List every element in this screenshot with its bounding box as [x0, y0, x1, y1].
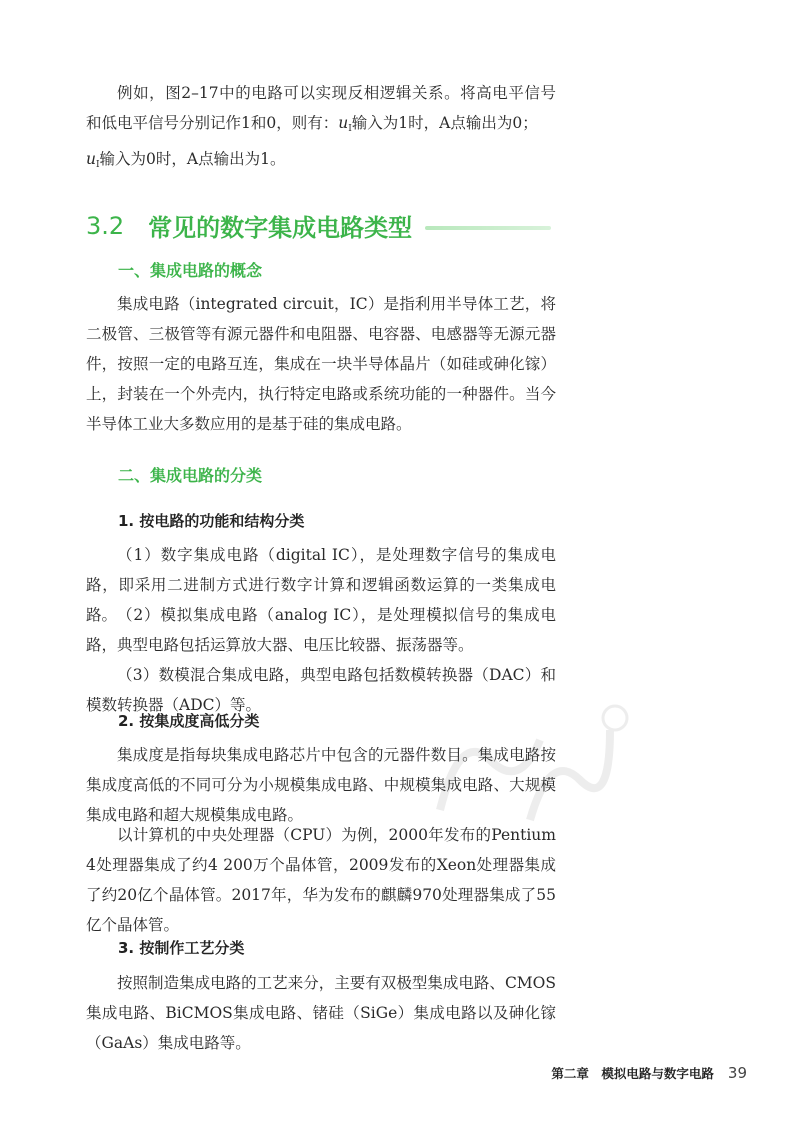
u-variable-2: u: [86, 150, 96, 168]
section-title-rule: [425, 226, 551, 230]
heading-by-function: 1. 按电路的功能和结构分类: [118, 512, 305, 530]
func-item-1: （1）数字集成电路（digital IC），是处理数字信号的集成电路，即采用二进制方式进行数字计算和逻辑函数运算的一类集成电路。: [86, 546, 556, 624]
intro-line-3b: 输入为0时，A点输出为1。: [99, 150, 286, 168]
process-paragraph: 按照制造集成电路的工艺来分，主要有双极型集成电路、CMOS集成电路、BiCMOS集成电路、锗硅（SiGe）集成电路以及砷化镓（GaAs）集成电路等。: [86, 974, 556, 1052]
func-item-2: （2）模拟集成电路（analog IC），是处理模拟信号的集成电路，典型电路包括运算放大器、电压比较器、振荡器等。: [86, 606, 556, 654]
intro-line-1: 例如，图2–17中的电路可以实现反相逻辑关系。将高电平信号: [117, 84, 556, 102]
func-item-3: （3）数模混合集成电路，典型电路包括数模转换器（DAC）和模数转换器（ADC）等。: [86, 666, 556, 714]
heading-ic-classification: 二、集成电路的分类: [118, 466, 263, 485]
intro-line-2b: 输入为1时，A点输出为0；: [351, 114, 538, 132]
heading-by-process: 3. 按制作工艺分类: [118, 939, 245, 957]
heading-ic-concept: 一、集成电路的概念: [118, 261, 263, 280]
scale-paragraph-2: 以计算机的中央处理器（CPU）为例，2000年发布的Pentium 4处理器集成了约4 200万个晶体管，2009发布的Xeon处理器集成了约20亿个晶体管。2017年，华为发布的麒麟970处理器集成了55亿个晶体管。: [86, 826, 556, 934]
page-footer: [551, 1064, 747, 1082]
heading-by-scale: 2. 按集成度高低分类: [118, 712, 260, 730]
section-number: 3.2: [86, 211, 125, 240]
u-subscript-2: I: [95, 160, 100, 170]
u-subscript: I: [348, 124, 352, 134]
section-title-text: 常见的数字集成电路类型: [148, 214, 413, 242]
scale-paragraph-1: 集成度是指每块集成电路芯片中包含的元器件数目。集成电路按集成度高低的不同可分为小规模集成电路、中规模集成电路、大规模集成电路和超大规模集成电路。: [86, 746, 556, 824]
u-variable: u: [338, 114, 349, 132]
intro-paragraph: [86, 78, 556, 180]
section-title: [86, 208, 412, 243]
intro-line-2a: 和低电平信号分别记作1和0，则有：: [86, 114, 339, 132]
page-number: 39: [727, 1064, 747, 1082]
footer-chapter: 第二章 模拟电路与数字电路: [551, 1066, 714, 1081]
concept-paragraph: 集成电路（integrated circuit，IC）是指利用半导体工艺，将二极管、三极管等有源元器件和电阻器、电容器、电感器等无源元器件，按照一定的电路互连，集成在一块半导体晶片（如硅或砷化镓）上，封装在一个外壳内，执行特定电路或系统功能的一种器件。当今半导体工业大多数应用的是基于硅的集成电路。: [86, 295, 556, 433]
watermark-seal: [420, 700, 630, 840]
